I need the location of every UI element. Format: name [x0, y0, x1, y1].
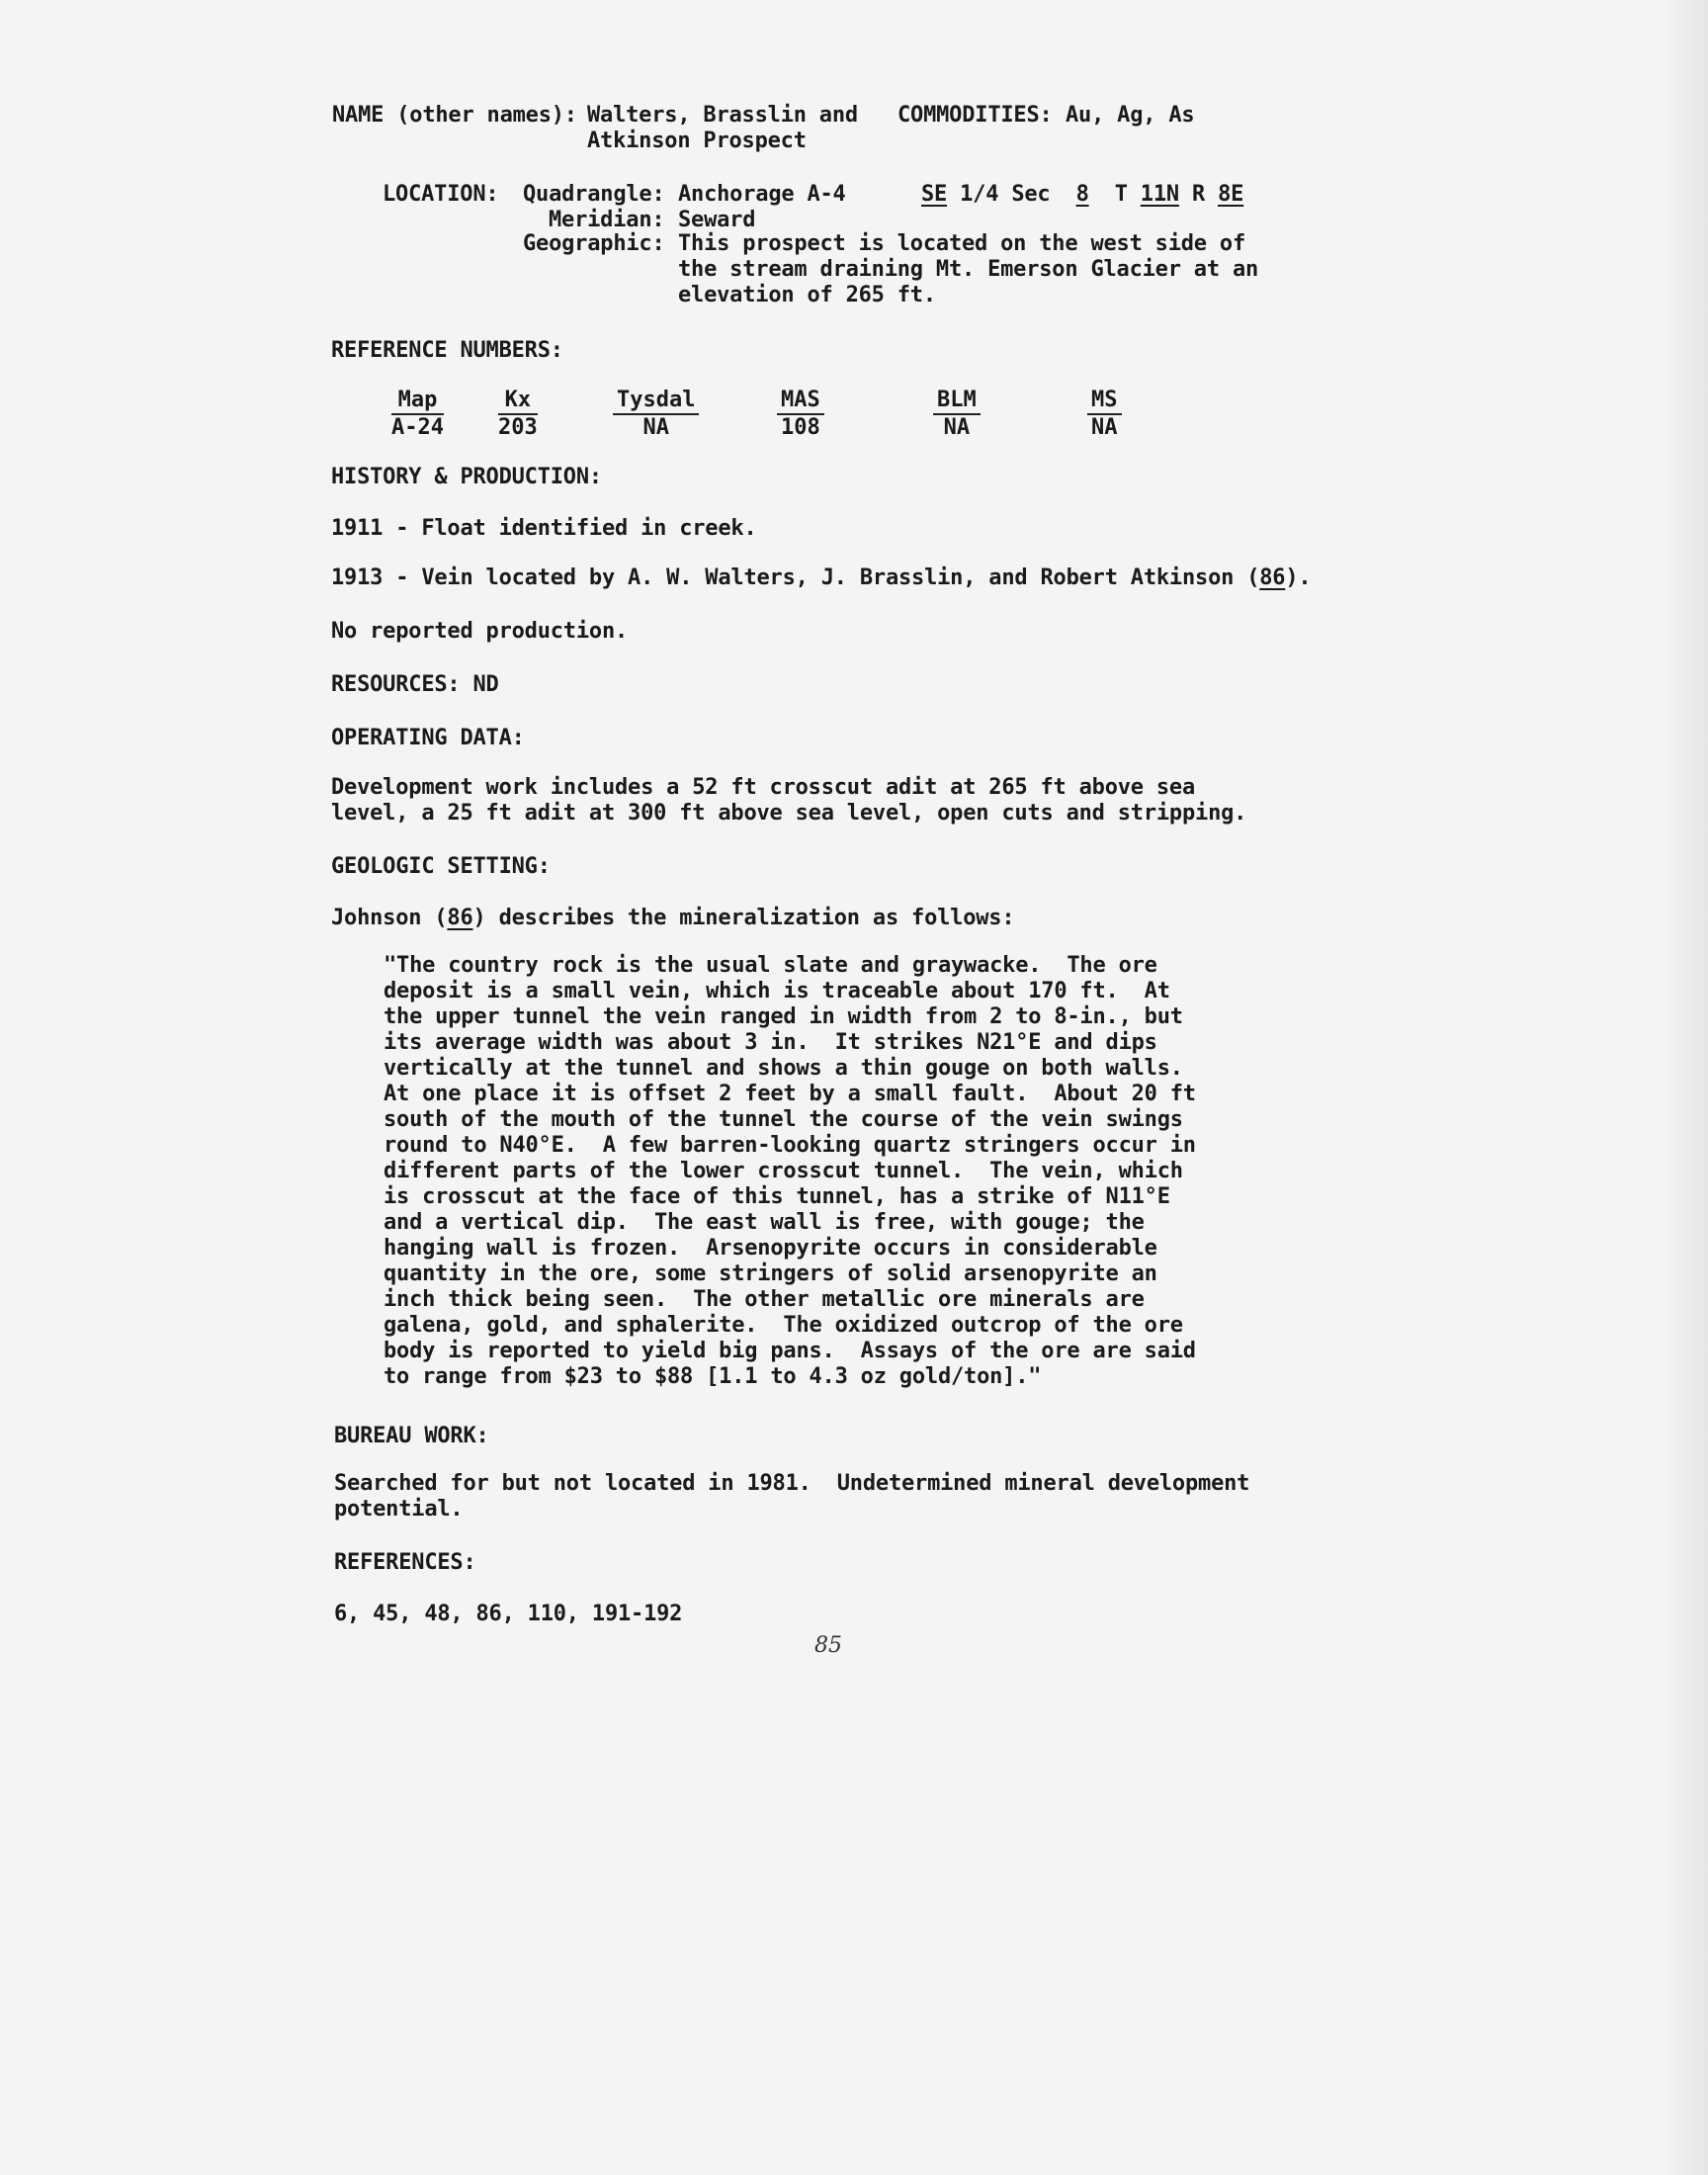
township-value: 11N [1140, 182, 1179, 207]
citation-ref: 86 [1259, 566, 1286, 590]
ref-label: Map [391, 388, 444, 415]
range-value: 8E [1218, 182, 1244, 207]
ref-label: MS [1087, 388, 1122, 415]
history-heading: HISTORY & PRODUCTION: [331, 465, 602, 489]
ref-value: NA [943, 415, 971, 440]
quadrangle-value: Anchorage A-4 [678, 182, 846, 207]
ref-label: Kx [498, 388, 538, 415]
ref-label: Tysdal [613, 388, 699, 415]
meridian-value: Seward [678, 208, 756, 232]
commodities-label: COMMODITIES: [897, 103, 1053, 128]
ref-mas [777, 388, 824, 441]
citation-ref: 86 [447, 906, 473, 930]
ref-value: A-24 [391, 415, 444, 440]
ref-value: NA [1091, 415, 1118, 440]
name-label: NAME (other names): [332, 103, 577, 128]
operating-line-2: level, a 25 ft adit at 300 ft above sea level, open cuts and stripping. [331, 801, 1247, 826]
ref-tysdal [613, 388, 699, 441]
ref-ms [1087, 388, 1122, 441]
quarter-value: SE [921, 182, 948, 207]
geologic-heading: GEOLOGIC SETTING: [331, 854, 551, 879]
ref-blm [933, 388, 981, 441]
bureau-heading: BUREAU WORK: [334, 1424, 489, 1448]
page-number: 85 [814, 1633, 842, 1658]
geographic-line-3: elevation of 265 ft. [678, 283, 936, 307]
section-line [921, 182, 1243, 208]
commodities-value: Au, Ag, As [1066, 103, 1195, 128]
quadrangle-label: Quadrangle: [523, 182, 665, 207]
name-line-1: Walters, Brasslin and [587, 103, 858, 128]
ref-kx [498, 388, 538, 441]
range-label: R [1191, 182, 1206, 207]
location-label: LOCATION: [383, 182, 499, 207]
ref-map [391, 388, 444, 441]
geographic-line-2: the stream draining Mt. Emerson Glacier at an [678, 257, 1259, 282]
geographic-label: Geographic: [523, 231, 665, 256]
township-label: T [1114, 182, 1128, 207]
geologic-intro: Johnson (86) describes the mineralization as follows: [331, 906, 1015, 930]
references-list: 6, 45, 48, 86, 110, 191-192 [334, 1602, 683, 1626]
operating-line-1: Development work includes a 52 ft crosscut adit at 265 ft above sea [331, 775, 1196, 800]
quarter-text: 1/4 Sec [960, 182, 1051, 207]
bureau-line-2: potential. [334, 1497, 464, 1522]
geographic-line-1: This prospect is located on the west side of [678, 231, 1245, 256]
section-value: 8 [1075, 182, 1089, 207]
ref-label: MAS [777, 388, 824, 415]
meridian-label: Meridian: [549, 208, 665, 232]
history-line-1911: 1911 - Float identified in creek. [331, 516, 757, 541]
reference-numbers-heading: REFERENCE NUMBERS: [331, 338, 563, 363]
ref-value: NA [642, 415, 669, 440]
operating-heading: OPERATING DATA: [331, 726, 525, 750]
production-note: No reported production. [331, 619, 629, 644]
resources-line: RESOURCES: ND [331, 672, 499, 697]
references-heading: REFERENCES: [334, 1550, 476, 1575]
bureau-line-1: Searched for but not located in 1981. Undetermined mineral development [334, 1471, 1250, 1496]
ref-value: 108 [781, 415, 820, 440]
name-line-2: Atkinson Prospect [587, 129, 807, 153]
ref-label: BLM [933, 388, 981, 415]
geologic-quote: "The country rock is the usual slate and graywacke. The ore deposit is a small vein, which is traceable about 170 ft. At the upper tunnel the vein ranged in width from 2 to 8-in., but its average width was about 3 in. It strikes N21°E and dips vertically at the tunnel and shows a thin gouge on both walls. At one place it is offset 2 feet by a small fault. About 20 ft south of the mouth of the tunnel the course of the vein swings round to N40°E. A few barren-looking quartz stringers occur in different parts of the lower crosscut tunnel. The vein, which is crosscut at the face of this tunnel, has a strike of N11°E and a vertical dip. The east wall is free, with gouge; the hanging wall is frozen. Arsenopyrite occurs in considerable quantity in the ore, some stringers of solid arsenopyrite an inch thick being seen. The other metallic ore minerals are galena, gold, and sphalerite. The oxidized outcrop of the ore body is reported to yield big pans. Assays of the ore are said to range from $23 to $88 [1.1 to 4.3 oz gold/ton]." [384, 953, 1196, 1389]
ref-value: 203 [498, 415, 538, 440]
history-line-1913: 1913 - Vein located by A. W. Walters, J. Brasslin, and Robert Atkinson (86). [331, 566, 1312, 590]
